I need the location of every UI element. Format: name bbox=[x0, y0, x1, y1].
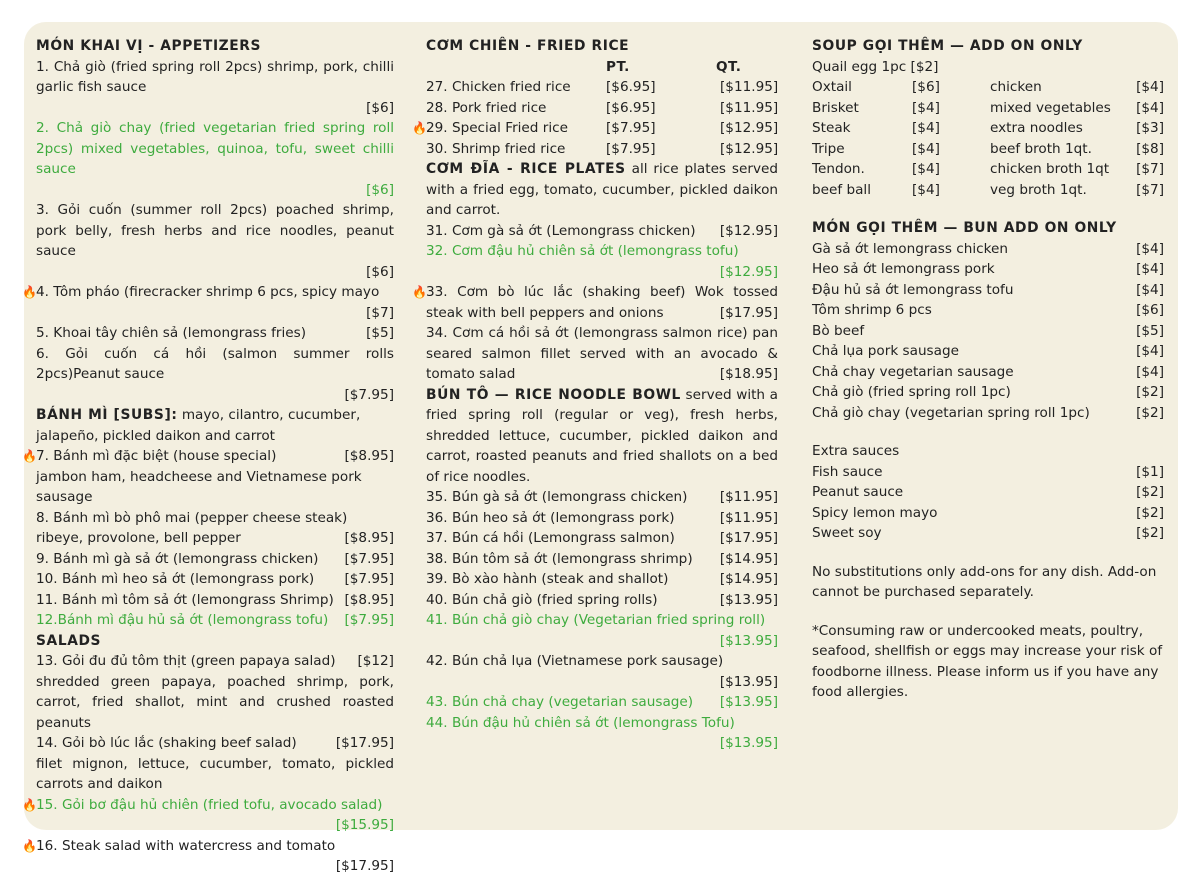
addon-item: Gà sả ớt lemongrass chicken [$4] bbox=[812, 240, 1164, 257]
column-right bbox=[812, 36, 1164, 703]
menu-item: 34. Cơm cá hồi sả ớt (lemongrass salmon rice) pan seared salmon fillet served with an avocado & tomato salad bbox=[426, 325, 778, 382]
menu-item: 🔥16. Steak salad with watercress and tomato bbox=[36, 836, 394, 857]
item-price: [$6] bbox=[366, 263, 394, 280]
friedrice-list: 27. Chicken fried rice [$6.95] [$11.95] 28. Pork fried rice [$6.95] [$11.95] 🔥29. Special Fried rice [$7.95] [$12.95] 30. Shrimp fried rice [$7.95] [$12.95] bbox=[412, 79, 779, 157]
menu-item: 42. Bún chả lụa (Vietnamese pork sausage) bbox=[426, 653, 724, 669]
menu-item: 32. Cơm đậu hủ chiên sả ớt (lemongrass tofu) bbox=[426, 243, 739, 259]
buntto-heading: BÚN TÔ — RICE NOODLE BOWL served with a fried spring roll (regular or veg), fresh herbs, shredded lettuce, cucumber, pickled daikon and carrot, roasted peanuts and fried shallots on a bed of rice noodles. bbox=[426, 386, 778, 485]
menu-page bbox=[22, 22, 1178, 874]
addon-item: Chả lụa pork sausage [$4] bbox=[812, 343, 1164, 359]
appetizers-heading: MÓN KHAI VỊ - APPETIZERS bbox=[36, 38, 262, 54]
menu-item: 6. Gỏi cuốn cá hồi (salmon summer rolls 2pcs)Peanut sauce bbox=[36, 345, 394, 382]
quail-egg-row: Quail egg 1pc [$2] bbox=[812, 58, 939, 75]
item-price: [$6] bbox=[366, 99, 394, 116]
fire-icon: 🔥 bbox=[22, 797, 37, 812]
addon-item: Chả chay vegetarian sausage [$4] bbox=[812, 363, 1164, 380]
item-price: [$7] bbox=[366, 304, 394, 321]
sauce-item: Peanut sauce [$2] bbox=[812, 484, 1164, 500]
item-price: [$13.95] bbox=[719, 673, 778, 690]
column-middle bbox=[412, 36, 779, 754]
menu-item: 🔥15. Gỏi bơ đậu hủ chiên (fried tofu, avocado salad) bbox=[36, 795, 394, 816]
menu-item: 🔥4. Tôm pháo (firecracker shrimp 6 pcs, spicy mayo bbox=[36, 282, 394, 303]
friedrice-heading: CƠM CHIÊN - FRIED RICE bbox=[426, 38, 630, 54]
addon-item: Tôm shrimp 6 pcs [$6] bbox=[812, 302, 1164, 318]
addon-item: Heo sả ớt lemongrass pork [$4] bbox=[812, 261, 1164, 277]
menu-item: 35. Bún gà sả ớt (lemongrass chicken) [$11.95] bbox=[426, 489, 778, 505]
banhmi-heading: BÁNH MÌ [SUBS]: mayo, cilantro, cucumber, jalapeño, pickled daikon and carrot bbox=[36, 407, 361, 444]
menu-item: 12.Bánh mì đậu hủ sả ớt (lemongrass tofu) [$7.95] bbox=[36, 612, 394, 628]
menu-item: 11. Bánh mì tôm sả ớt (lemongrass Shrimp) [$8.95] bbox=[36, 591, 394, 608]
substitutions-note: No substitutions only add-ons for any dish. Add-on cannot be purchased separately. bbox=[812, 563, 1157, 600]
menu-item: 8. Bánh mì bò phô mai (pepper cheese steak) bbox=[36, 509, 348, 526]
fire-icon: 🔥 bbox=[22, 838, 37, 853]
item-desc: shredded green papaya, poached shrimp, pork, carrot, fried shallot, mint and crushed roasted peanuts bbox=[36, 673, 394, 731]
item-price: [$17.95] bbox=[719, 304, 778, 321]
riceplates-heading: CƠM ĐĨA - RICE PLATES all rice plates served with a fried egg, tomato, cucumber, pickled daikon and carrot. bbox=[426, 161, 778, 218]
menu-item: 36. Bún heo sả ớt (lemongrass pork) [$11.95] bbox=[426, 509, 778, 526]
menu-item: 9. Bánh mì gà sả ớt (lemongrass chicken) [$7.95] bbox=[36, 550, 394, 567]
item-price: [$17.95] bbox=[335, 858, 394, 874]
menu-item: 43. Bún chả chay (vegetarian sausage) [$13.95] bbox=[426, 694, 778, 710]
sauce-item: Sweet soy [$2] bbox=[812, 525, 1164, 541]
item-price: [$15.95] bbox=[335, 817, 394, 833]
addon-item: Bò beef [$5] bbox=[812, 322, 1164, 339]
sauce-item: Spicy lemon mayo [$2] bbox=[812, 504, 1164, 521]
item-price: [$7.95] bbox=[344, 386, 394, 403]
addon-item: Chả giò (fried spring roll 1pc) [$2] bbox=[812, 384, 1164, 400]
item-desc: filet mignon, lettuce, cucumber, tomato, pickled carrots and daikon bbox=[36, 755, 394, 792]
menu-item: 37. Bún cá hồi (Lemongrass salmon) [$17.95] bbox=[426, 530, 778, 546]
menu-item: 1. Chả giò (fried spring roll 2pcs) shrimp, pork, chilli garlic fish sauce bbox=[36, 58, 394, 95]
menu-item: 13. Gỏi đu đủ tôm thịt (green papaya salad) [$12] bbox=[36, 653, 394, 669]
menu-item: 2. Chả giò chay (fried vegetarian fried spring roll 2pcs) mixed vegetables, quinoa, tofu, sweet chilli sauce bbox=[36, 120, 394, 177]
addon-item: Đậu hủ sả ớt lemongrass tofu [$4] bbox=[812, 281, 1164, 298]
menu-item: 41. Bún chả giò chay (Vegetarian fried spring roll) bbox=[426, 612, 766, 628]
menu-item: 🔥33. Cơm bò lúc lắc (shaking beef) Wok tossed steak with bell peppers and onions bbox=[412, 284, 778, 321]
addon-item: Chả giò chay (vegetarian spring roll 1pc) [$2] bbox=[812, 404, 1164, 421]
consuming-warning: *Consuming raw or undercooked meats, poultry, seafood, shellfish or eggs may increase your risk of foodborne illness. Please inform us if you have any food allergies. bbox=[812, 622, 1163, 700]
sauce-item: Fish sauce [$1] bbox=[812, 463, 1164, 480]
item-price: [$13.95] bbox=[719, 735, 778, 751]
fire-icon: 🔥 bbox=[22, 285, 37, 299]
item-price: [$18.95] bbox=[719, 366, 778, 382]
item-desc-row: ribeye, provolone, bell pepper [$8.95] bbox=[36, 530, 394, 546]
item-price: [$6] bbox=[366, 181, 394, 198]
menu-item: 39. Bò xào hành (steak and shallot) [$14.95] bbox=[426, 571, 778, 587]
salads-heading: SALADS bbox=[36, 632, 102, 649]
column-left bbox=[22, 36, 394, 877]
menu-item: 10. Bánh mì heo sả ớt (lemongrass pork) [$7.95] bbox=[36, 571, 394, 587]
sauces-heading: Extra sauces bbox=[812, 443, 900, 459]
menu-item: 3. Gỏi cuốn (summer roll 2pcs) poached shrimp, pork belly, fresh herbs and rice noodles, peanut sauce bbox=[36, 202, 394, 259]
fire-icon: 🔥 bbox=[412, 285, 427, 299]
bun-addon-heading: MÓN GỌI THÊM — BUN ADD ON ONLY bbox=[812, 220, 1117, 236]
menu-item: 31. Cơm gà sả ớt (Lemongrass chicken) [$12.95] bbox=[426, 222, 778, 239]
menu-item: 40. Bún chả giò (fried spring rolls) [$13.95] bbox=[426, 591, 778, 608]
menu-item: 38. Bún tôm sả ớt (lemongrass shrimp) [$14.95] bbox=[426, 550, 778, 567]
item-desc: jambon ham, headcheese and Vietnamese pork sausage bbox=[36, 468, 362, 505]
menu-item: 14. Gỏi bò lúc lắc (shaking beef salad) [$17.95] bbox=[36, 735, 394, 751]
item-price: [$13.95] bbox=[719, 632, 778, 649]
item-price: [$12.95] bbox=[719, 263, 778, 280]
soup-addon-grid: Oxtail [$6] chicken [$4] Brisket [$4] mixed vegetables [$4] Steak [$4] extra noodles [$3] Tripe [$4] beef broth 1qt. [$8] Tendon. [$4] chicken broth 1qt [$7] beef ball [$4] veg broth 1qt. [$7] bbox=[812, 79, 1164, 198]
fire-icon: 🔥 bbox=[412, 121, 427, 135]
menu-item: 🔥7. Bánh mì đặc biệt (house special) [$8.95] bbox=[36, 446, 394, 467]
menu-item: 44. Bún đậu hủ chiên sả ớt (lemongrass Tofu) bbox=[426, 714, 735, 731]
price-column-headers: PT. QT. bbox=[606, 58, 742, 75]
soup-addon-heading: SOUP GỌI THÊM — ADD ON ONLY bbox=[812, 38, 1083, 54]
fire-icon: 🔥 bbox=[22, 449, 37, 463]
menu-item: 5. Khoai tây chiên sả (lemongrass fries) [$5] bbox=[36, 325, 394, 341]
